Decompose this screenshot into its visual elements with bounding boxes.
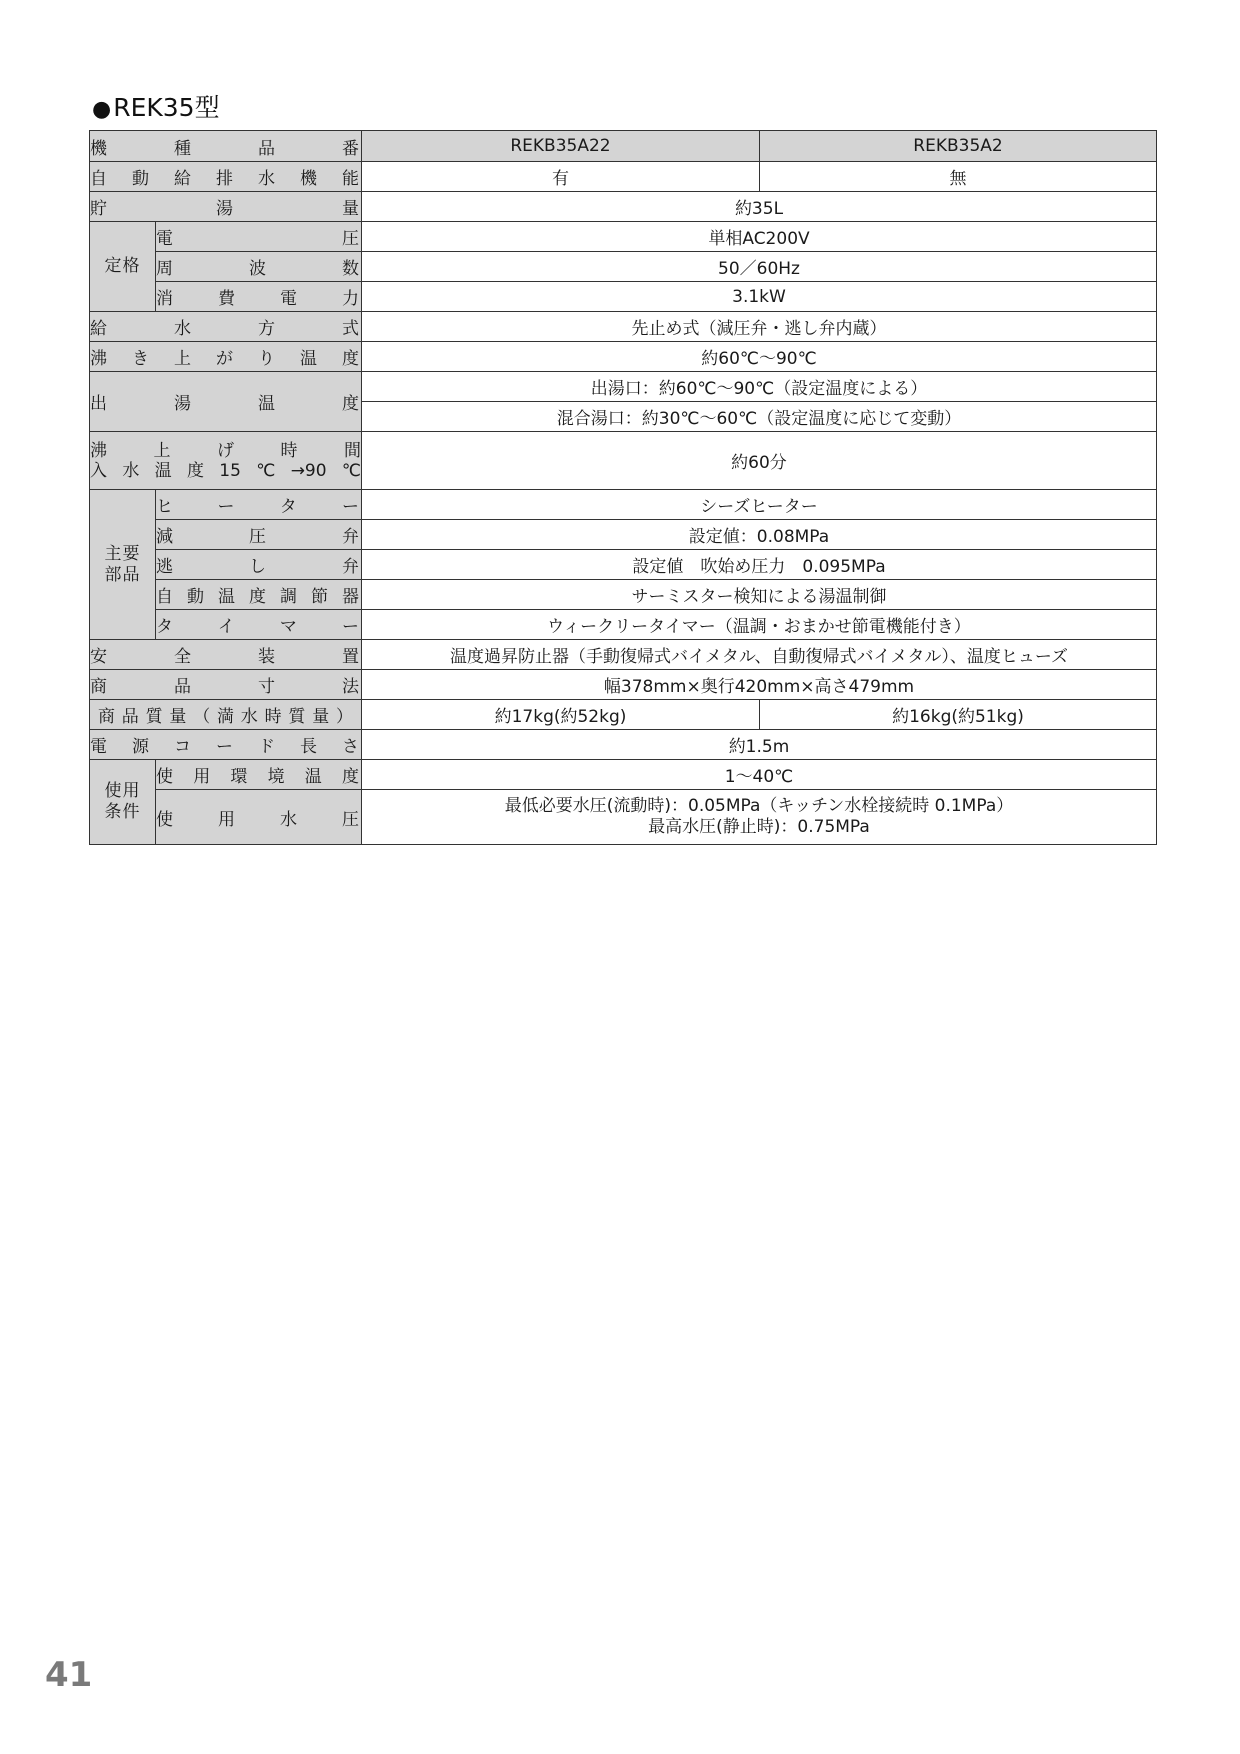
cell-value: 約35L — [362, 192, 1157, 222]
row-label: 出湯温度 — [90, 372, 362, 432]
cell-line: 最低必要水圧(流動時)：0.05MPa（キッチン水栓接続時 0.1MPa） — [504, 796, 1014, 816]
row-label: 自動給排水機能 — [90, 162, 362, 192]
table-row — [90, 192, 1157, 222]
cell-value: 設定値：0.08MPa — [362, 520, 1157, 550]
table-row — [90, 580, 1157, 610]
row-label: 商品質量（満水時質量） — [90, 700, 362, 730]
group-label: 定格 — [90, 222, 156, 312]
cell-value: 3.1kW — [362, 282, 1157, 312]
row-label: 逃し弁 — [156, 550, 362, 580]
cell-value: サーミスター検知による湯温制御 — [362, 580, 1157, 610]
row-label: 商品寸法 — [90, 670, 362, 700]
table-row — [90, 342, 1157, 372]
bullet-icon: ● — [92, 97, 112, 122]
row-label: 自動温度調節器 — [156, 580, 362, 610]
row-label — [90, 432, 362, 490]
table-row — [90, 432, 1157, 490]
header-label: 機種品番 — [90, 131, 362, 162]
group-label — [90, 760, 156, 845]
row-label: 減圧弁 — [156, 520, 362, 550]
table-row — [90, 312, 1157, 342]
cell-value: 約17kg(約52kg) — [362, 700, 760, 730]
table-row — [90, 520, 1157, 550]
row-label: 安全装置 — [90, 640, 362, 670]
cell-value: 無 — [760, 162, 1157, 192]
cell-value: シーズヒーター — [362, 490, 1157, 520]
cell-value: 設定値 吹始め圧力 0.095MPa — [362, 550, 1157, 580]
cell-line: 最高水圧(静止時)：0.75MPa — [648, 817, 870, 837]
table-row — [90, 610, 1157, 640]
cell-value: 約1.5m — [362, 730, 1157, 760]
section-title-text: REK35型 — [113, 93, 220, 122]
row-label: 給水方式 — [90, 312, 362, 342]
cell-value: 約60分 — [362, 432, 1157, 490]
row-label: ヒーター — [156, 490, 362, 520]
table-row — [90, 700, 1157, 730]
table-row — [90, 760, 1157, 790]
row-label: 電圧 — [156, 222, 362, 252]
group-label-text: 使用条件 — [104, 781, 141, 822]
row-label: 沸き上がり温度 — [90, 342, 362, 372]
table-row — [90, 162, 1157, 192]
table-row — [90, 640, 1157, 670]
group-label — [90, 490, 156, 640]
table-row — [90, 490, 1157, 520]
row-label: タイマー — [156, 610, 362, 640]
cell-value: 約60℃～90℃ — [362, 342, 1157, 372]
row-label: 使用環境温度 — [156, 760, 362, 790]
model-a: REKB35A22 — [362, 131, 760, 162]
row-label-line1: 沸上げ時間 — [90, 440, 361, 461]
table-row — [90, 670, 1157, 700]
spec-table — [89, 130, 1157, 845]
table-row — [90, 282, 1157, 312]
cell-value: 1～40℃ — [362, 760, 1157, 790]
row-label: 消費電力 — [156, 282, 362, 312]
model-b: REKB35A2 — [760, 131, 1157, 162]
cell-value: 有 — [362, 162, 760, 192]
row-label: 貯湯量 — [90, 192, 362, 222]
group-label-text: 主要部品 — [104, 543, 141, 585]
cell-value: 単相AC200V — [362, 222, 1157, 252]
row-label: 電源コード長さ — [90, 730, 362, 760]
cell-value: 50／60Hz — [362, 252, 1157, 282]
cell-value: 温度過昇防止器（手動復帰式バイメタル、自動復帰式バイメタル）、温度ヒューズ — [362, 640, 1157, 670]
cell-value: 先止め式（減圧弁・逃し弁内蔵） — [362, 312, 1157, 342]
section-title — [92, 88, 220, 124]
table-row — [90, 252, 1157, 282]
cell-value: 出湯口：約60℃～90℃（設定温度による） — [362, 372, 1157, 402]
page-number: 41 — [45, 1655, 93, 1695]
table-row — [90, 131, 1157, 162]
cell-value: 幅378mm×奥行420mm×高さ479mm — [362, 670, 1157, 700]
cell-value: 約16kg(約51kg) — [760, 700, 1157, 730]
table-row — [90, 730, 1157, 760]
row-label: 使用水圧 — [156, 790, 362, 845]
table-row — [90, 372, 1157, 402]
cell-value — [362, 790, 1157, 845]
cell-value: 混合湯口：約30℃～60℃（設定温度に応じて変動） — [362, 402, 1157, 432]
row-label: 周波数 — [156, 252, 362, 282]
cell-value: ウィークリータイマー（温調・おまかせ節電機能付き） — [362, 610, 1157, 640]
table-row — [90, 550, 1157, 580]
row-label-line2: 入水温度15℃→90℃ — [90, 460, 361, 481]
table-row — [90, 790, 1157, 845]
table-row — [90, 222, 1157, 252]
